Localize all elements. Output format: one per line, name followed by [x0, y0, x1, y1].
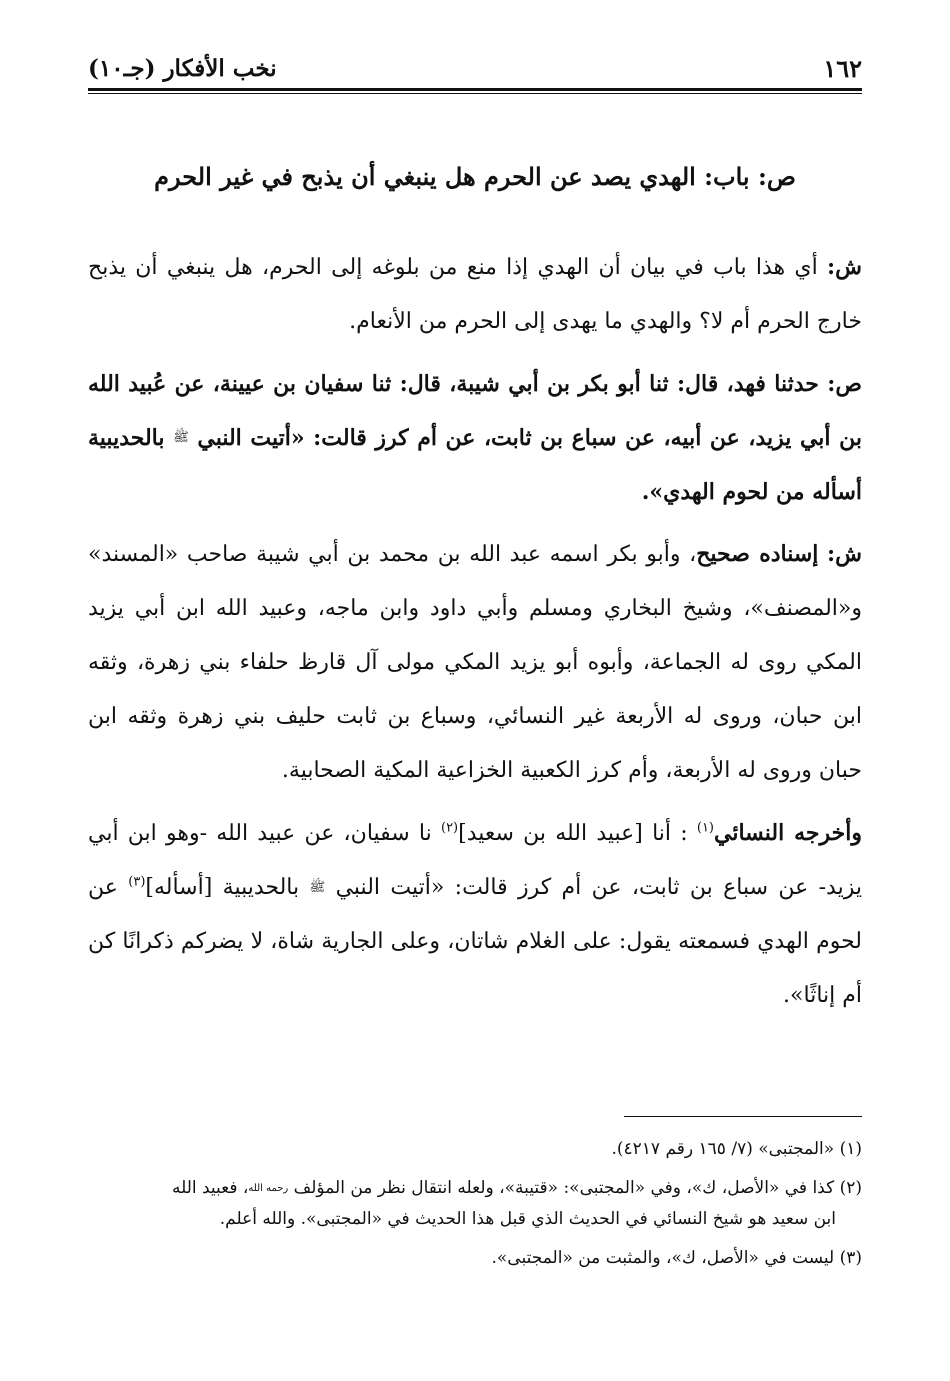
- footnote: [88, 1173, 862, 1235]
- text-marker: ص:: [827, 371, 862, 397]
- footnote-text: (٢) كذا في «الأصل، ك»، وفي «المجتبى»: «قتيبة»، ولعله انتقال نظر من المؤلف: [293, 1178, 862, 1198]
- honorific-glyph: رحمه الله: [248, 1183, 289, 1194]
- hadith-paragraph: [88, 357, 862, 519]
- takhrij-lead: وأخرجه النسائي: [714, 820, 862, 846]
- takhrij-text: بالحديبية [أسأله]: [145, 875, 300, 900]
- body-text: [88, 240, 862, 1031]
- footnote: (٣) ليست في «الأصل، ك»، والمثبت من «المجتبى».: [491, 1248, 862, 1268]
- footnote: (١) «المجتبى» (٧/ ١٦٥ رقم ٤٢١٧).: [611, 1139, 862, 1159]
- takhrij-text: : أنا [عبيد الله بن سعيد]: [458, 821, 688, 846]
- footnote-text: ، فعبيد الله: [171, 1178, 249, 1198]
- footnote-continuation: ابن سعيد هو شيخ النسائي في الحديث الذي قبل هذا الحديث في «المجتبى». والله أعلم.: [219, 1209, 836, 1229]
- footnote-rule: [624, 1116, 862, 1117]
- footnote-ref: (٢): [440, 820, 459, 836]
- book-title: نخب الأفكار (جـ١٠): [88, 54, 277, 82]
- commentary-marker: ش:: [827, 541, 863, 567]
- hadith-text-end: بالحديبية أسأله من لحوم الهدي».: [88, 425, 862, 505]
- hadith-text: حدثنا فهد، قال: ثنا أبو بكر بن أبي شيبة، قال: ثنا سفيان بن عيينة، عن عُبيد الله بن أبي يزيد، عن أبيه، عن سباع بن ثابت، عن أم كرز قالت: «أتيت النبي: [88, 371, 862, 451]
- takhrij-paragraph: [88, 806, 862, 1023]
- takhrij-text: نا سفيان، عن عبيد الله -وهو ابن أبي يزيد- عن سباع بن ثابت، عن أم كرز قالت: «أتيت النبي: [88, 821, 862, 900]
- salutation-glyph: ﷺ: [309, 880, 326, 895]
- chapter-title: ص: باب: الهدي يصد عن الحرم هل ينبغي أن يذبح في غير الحرم: [154, 162, 796, 191]
- isnad-grade: إسناده صحيح: [696, 541, 819, 567]
- running-header: [88, 48, 862, 88]
- header-rule: [88, 88, 862, 94]
- commentary-paragraph: [88, 527, 862, 798]
- footnote-ref: (٣): [128, 874, 146, 890]
- commentary-marker: ش:: [827, 254, 862, 280]
- salutation-glyph: ﷺ: [173, 430, 189, 445]
- footnote-ref: (١): [696, 820, 714, 836]
- commentary-text: أي هذا باب في بيان أن الهدي إذا منع من بلوغه إلى الحرم، هل ينبغي أن يذبح خارج الحرم أم لا؟ والهدي ما يهدى إلى الحرم من الأنعام.: [88, 255, 862, 334]
- commentary-paragraph: [88, 240, 862, 349]
- page-number: ١٦٢: [823, 53, 862, 83]
- footnotes: [88, 1132, 862, 1282]
- takhrij-text: عن لحوم الهدي فسمعته يقول: على الغلام شاتان، وعلى الجارية شاة، لا يضركم ذكرانًا كن أم إناثًا».: [88, 875, 862, 1008]
- commentary-text: ، وأبو بكر اسمه عبد الله بن محمد بن أبي شيبة صاحب «المسند» و«المصنف»، وشيخ البخاري ومسلم وأبي داود وابن ماجه، وعبيد الله ابن أبي يزيد المكي روى له الجماعة، وأبوه أبو يزيد المكي مولى آل قارظ حلفاء بني زهرة، وثقه ابن حبان، وروى له الأربعة غير النسائي، وسباع بن ثابت حليف بني زهرة وثقه ابن حبان وروى له الأربعة، وأم كرز الكعبية الخزاعية المكية الصحابية.: [88, 542, 862, 783]
